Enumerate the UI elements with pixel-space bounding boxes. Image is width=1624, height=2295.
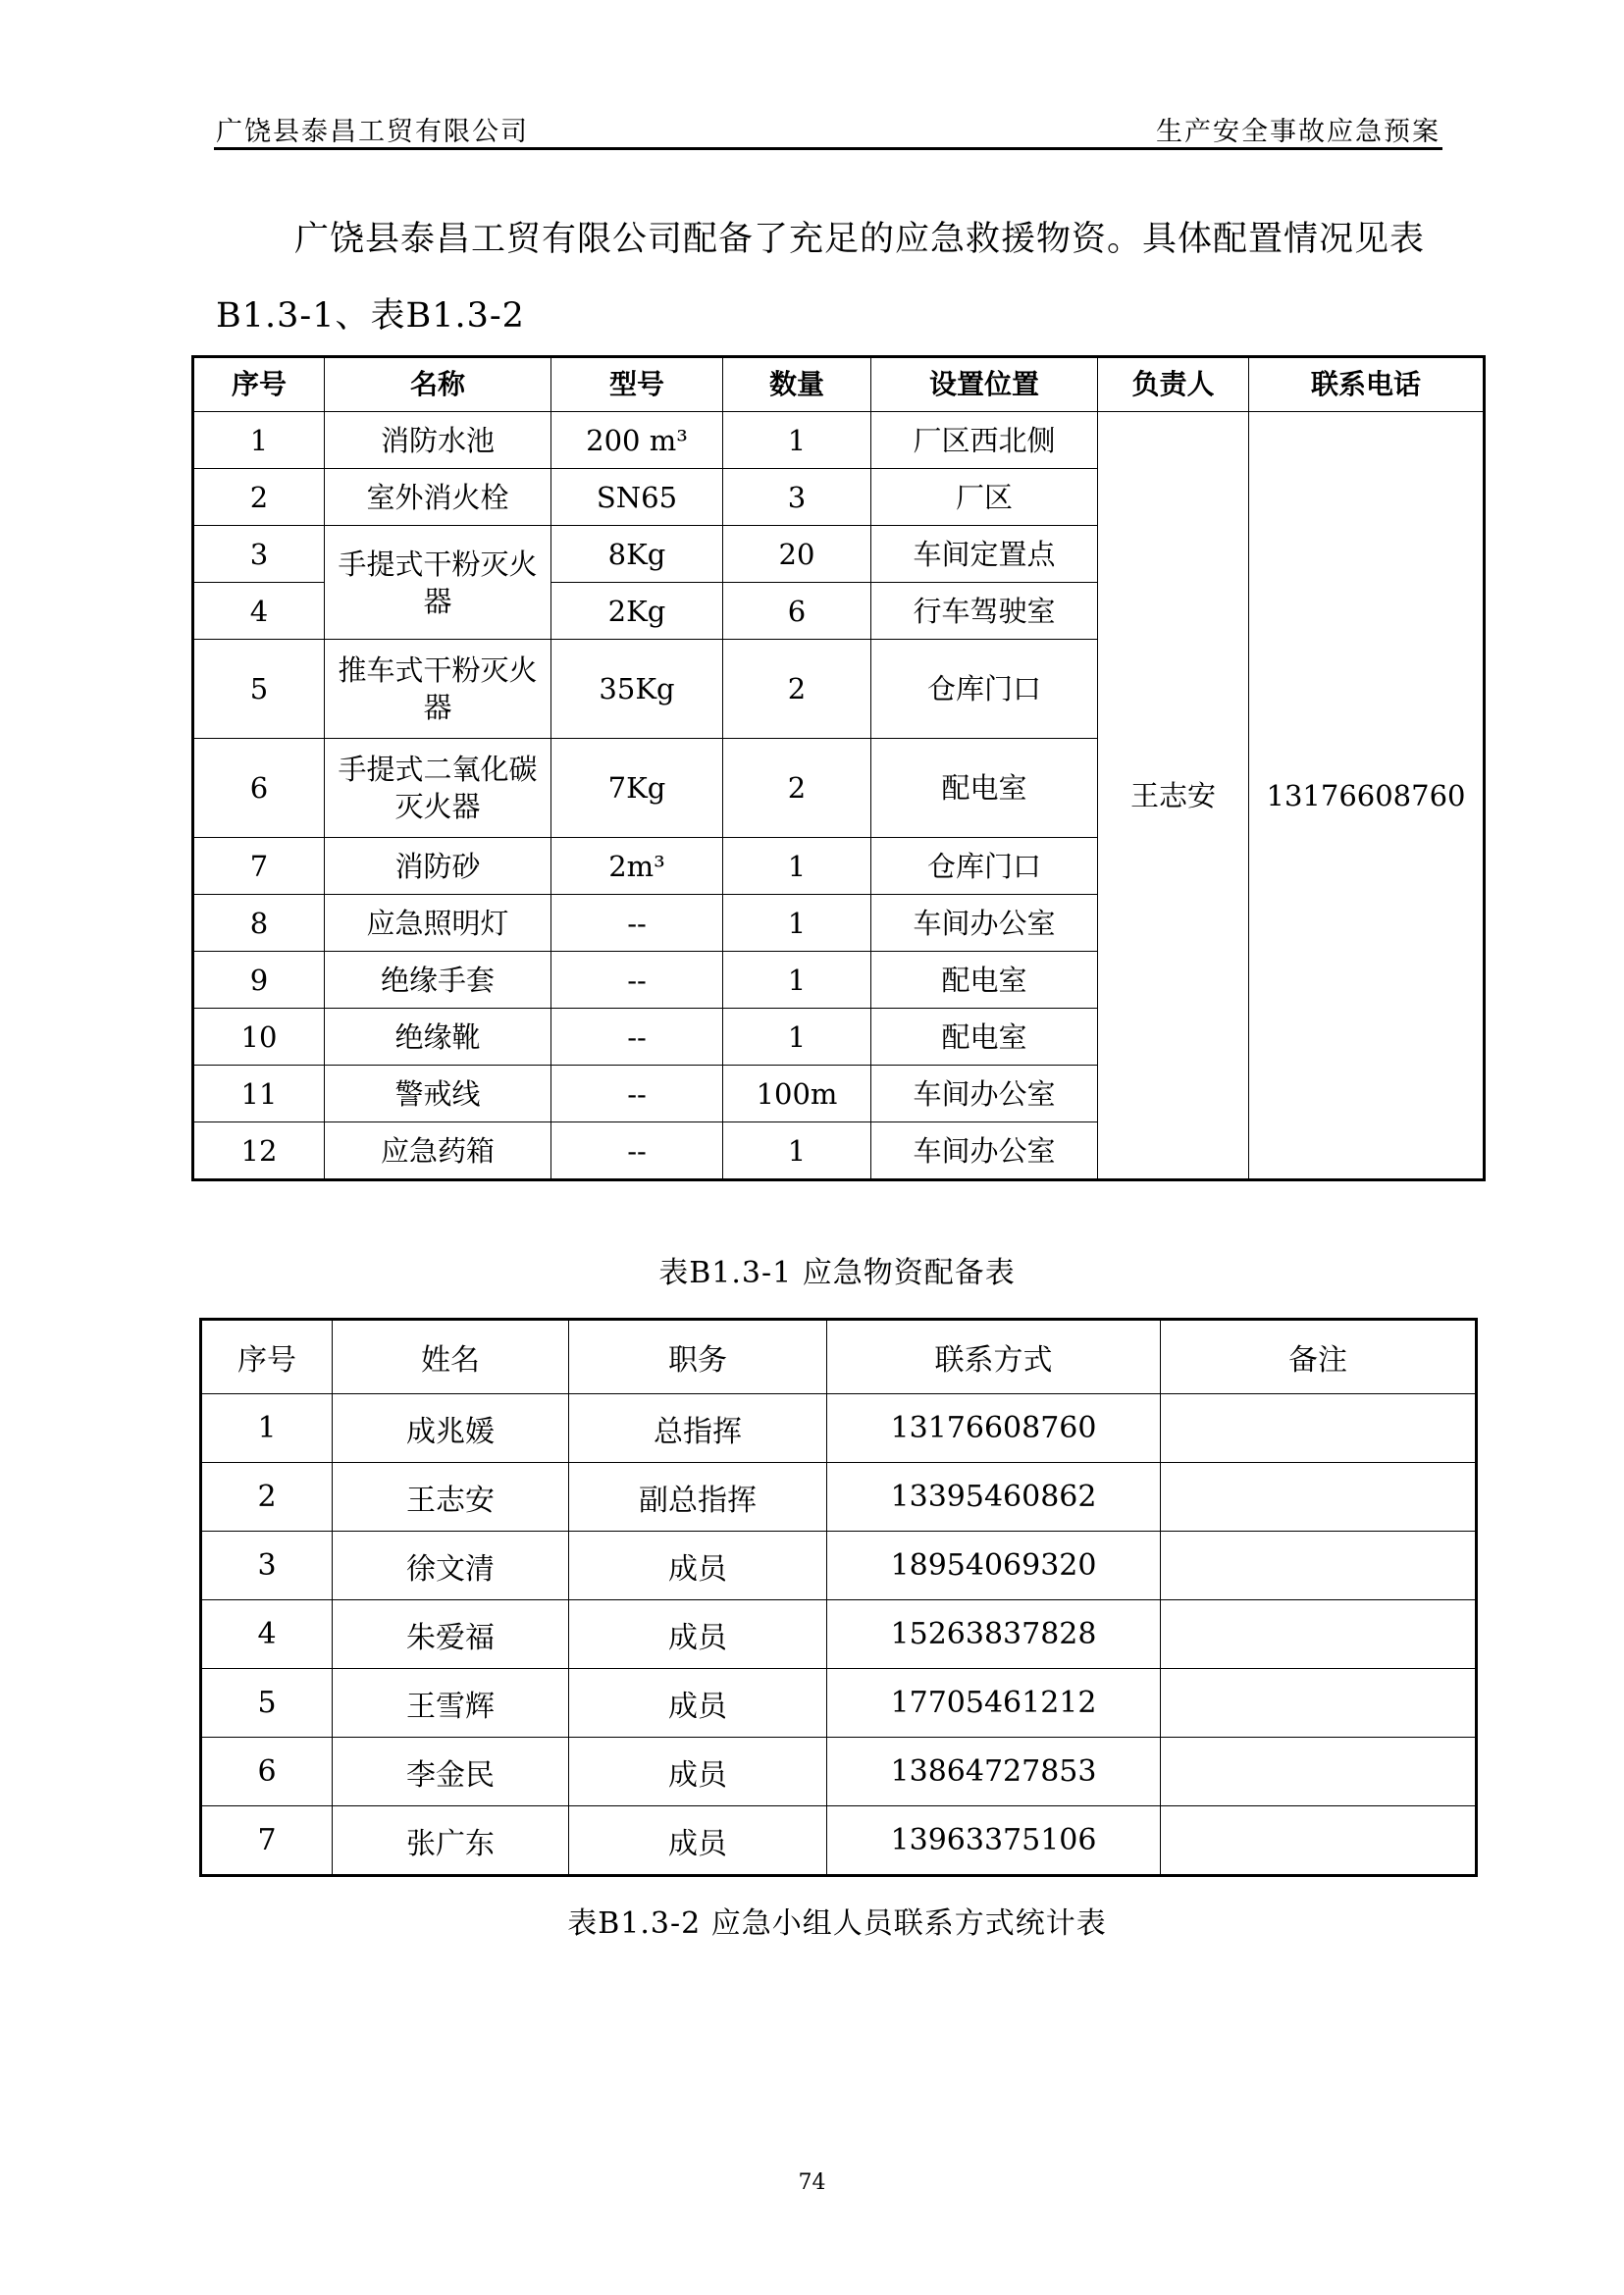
item-model: -- (551, 1009, 723, 1066)
item-name: 警戒线 (325, 1066, 551, 1122)
member-role: 成员 (569, 1806, 827, 1876)
row-number: 1 (201, 1394, 333, 1463)
item-name: 室外消火栓 (325, 469, 551, 526)
table-row (201, 1532, 1477, 1600)
member-name: 朱爱福 (333, 1600, 569, 1669)
item-quantity: 3 (723, 469, 871, 526)
item-location: 仓库门口 (871, 640, 1098, 739)
column-header: 职务 (569, 1320, 827, 1394)
item-name: 应急照明灯 (325, 895, 551, 952)
member-note (1161, 1669, 1477, 1738)
item-location: 车间定置点 (871, 526, 1098, 583)
member-note (1161, 1463, 1477, 1532)
column-header: 联系方式 (827, 1320, 1161, 1394)
emergency-team-contacts-table (199, 1318, 1478, 1877)
item-model: -- (551, 952, 723, 1009)
column-header: 负责人 (1098, 357, 1249, 412)
row-number: 4 (193, 583, 325, 640)
item-location: 配电室 (871, 739, 1098, 838)
column-header: 备注 (1161, 1320, 1477, 1394)
item-model: SN65 (551, 469, 723, 526)
item-model: 8Kg (551, 526, 723, 583)
member-note (1161, 1532, 1477, 1600)
member-role: 副总指挥 (569, 1463, 827, 1532)
item-quantity: 1 (723, 838, 871, 895)
item-location: 配电室 (871, 1009, 1098, 1066)
member-name: 李金民 (333, 1738, 569, 1806)
item-model: -- (551, 1122, 723, 1180)
row-number: 6 (193, 739, 325, 838)
item-name: 应急药箱 (325, 1122, 551, 1180)
item-quantity: 1 (723, 412, 871, 469)
row-number: 3 (193, 526, 325, 583)
item-quantity: 2 (723, 640, 871, 739)
member-role: 总指挥 (569, 1394, 827, 1463)
item-name: 手提式二氧化碳灭火器 (325, 739, 551, 838)
item-model: 2Kg (551, 583, 723, 640)
member-phone: 13395460862 (827, 1463, 1161, 1532)
row-number: 2 (201, 1463, 333, 1532)
column-header: 序号 (193, 357, 325, 412)
member-phone: 15263837828 (827, 1600, 1161, 1669)
item-model: 2m³ (551, 838, 723, 895)
document-title: 生产安全事故应急预案 (1156, 117, 1441, 147)
table-row (193, 412, 1485, 469)
member-role: 成员 (569, 1600, 827, 1669)
column-header: 联系电话 (1249, 357, 1485, 412)
row-number: 9 (193, 952, 325, 1009)
company-name: 广饶县泰昌工贸有限公司 (216, 117, 529, 147)
item-quantity: 6 (723, 583, 871, 640)
item-location: 仓库门口 (871, 838, 1098, 895)
item-location: 车间办公室 (871, 1122, 1098, 1180)
row-number: 6 (201, 1738, 333, 1806)
member-phone: 13963375106 (827, 1806, 1161, 1876)
item-quantity: 1 (723, 895, 871, 952)
item-location: 厂区西北侧 (871, 412, 1098, 469)
column-header: 设置位置 (871, 357, 1098, 412)
item-quantity: 20 (723, 526, 871, 583)
member-note (1161, 1806, 1477, 1876)
row-number: 1 (193, 412, 325, 469)
item-quantity: 1 (723, 1122, 871, 1180)
item-location: 厂区 (871, 469, 1098, 526)
item-model: 35Kg (551, 640, 723, 739)
member-phone: 17705461212 (827, 1669, 1161, 1738)
page-header (214, 106, 1442, 150)
row-number: 5 (201, 1669, 333, 1738)
item-model: 7Kg (551, 739, 723, 838)
member-name: 王志安 (333, 1463, 569, 1532)
row-number: 7 (201, 1806, 333, 1876)
table-header-row (193, 357, 1485, 412)
table-row (201, 1600, 1477, 1669)
item-location: 配电室 (871, 952, 1098, 1009)
table-row (201, 1738, 1477, 1806)
item-quantity: 2 (723, 739, 871, 838)
item-quantity: 1 (723, 952, 871, 1009)
row-number: 3 (201, 1532, 333, 1600)
item-model: -- (551, 895, 723, 952)
table-row (201, 1806, 1477, 1876)
table-row (201, 1463, 1477, 1532)
table-row (201, 1669, 1477, 1738)
column-header: 姓名 (333, 1320, 569, 1394)
row-number: 2 (193, 469, 325, 526)
intro-paragraph: 广饶县泰昌工贸有限公司配备了充足的应急救援物资。具体配置情况见表B1.3-1、表B1.3-2 (216, 220, 1426, 336)
member-note (1161, 1738, 1477, 1806)
member-name: 成兆媛 (333, 1394, 569, 1463)
column-header: 型号 (551, 357, 723, 412)
item-name: 推车式干粉灭火器 (325, 640, 551, 739)
row-number: 10 (193, 1009, 325, 1066)
item-location: 车间办公室 (871, 1066, 1098, 1122)
responsible-person: 王志安 (1098, 412, 1249, 1180)
item-name: 绝缘靴 (325, 1009, 551, 1066)
member-role: 成员 (569, 1738, 827, 1806)
member-phone: 13176608760 (827, 1394, 1161, 1463)
page-number: 74 (798, 2170, 826, 2195)
row-number: 7 (193, 838, 325, 895)
contact-phone: 13176608760 (1249, 412, 1485, 1180)
member-note (1161, 1600, 1477, 1669)
row-number: 12 (193, 1122, 325, 1180)
item-location: 车间办公室 (871, 895, 1098, 952)
member-note (1161, 1394, 1477, 1463)
item-name: 消防水池 (325, 412, 551, 469)
item-location: 行车驾驶室 (871, 583, 1098, 640)
member-role: 成员 (569, 1532, 827, 1600)
item-name: 消防砂 (325, 838, 551, 895)
member-name: 王雪辉 (333, 1669, 569, 1738)
item-name: 绝缘手套 (325, 952, 551, 1009)
table-caption: 表B1.3-2 应急小组人员联系方式统计表 (567, 1906, 1107, 1941)
table-header-row (201, 1320, 1477, 1394)
column-header: 名称 (325, 357, 551, 412)
item-model: 200 m³ (551, 412, 723, 469)
item-quantity: 1 (723, 1009, 871, 1066)
item-model: -- (551, 1066, 723, 1122)
row-number: 11 (193, 1066, 325, 1122)
member-role: 成员 (569, 1669, 827, 1738)
row-number: 4 (201, 1600, 333, 1669)
member-phone: 18954069320 (827, 1532, 1161, 1600)
row-number: 8 (193, 895, 325, 952)
member-name: 徐文清 (333, 1532, 569, 1600)
column-header: 数量 (723, 357, 871, 412)
table-caption: 表B1.3-1 应急物资配备表 (658, 1256, 1016, 1290)
member-name: 张广东 (333, 1806, 569, 1876)
table-row (201, 1394, 1477, 1463)
item-quantity: 100m (723, 1066, 871, 1122)
emergency-supplies-table (191, 355, 1486, 1181)
item-name: 手提式干粉灭火器 (325, 526, 551, 640)
column-header: 序号 (201, 1320, 333, 1394)
member-phone: 13864727853 (827, 1738, 1161, 1806)
row-number: 5 (193, 640, 325, 739)
